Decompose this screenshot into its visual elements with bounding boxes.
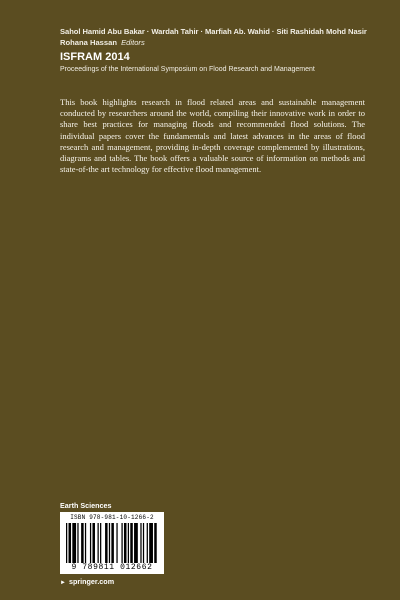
barcode-bar xyxy=(105,523,108,563)
barcode-bar xyxy=(140,523,141,563)
editors-label: Editors xyxy=(121,38,145,47)
book-subtitle: Proceedings of the International Symposium on Flood Research and Management xyxy=(60,66,315,73)
subject-label: Earth Sciences xyxy=(60,501,112,510)
last-author: Rohana Hassan xyxy=(60,38,117,47)
publisher-link[interactable] xyxy=(60,577,114,586)
arrow-icon: ► xyxy=(60,580,66,586)
barcode-bar xyxy=(149,523,153,563)
barcode-bar xyxy=(72,523,76,563)
barcode-bar xyxy=(128,523,129,563)
barcode-bar xyxy=(100,523,101,563)
barcode-bar xyxy=(77,523,78,563)
barcode-bar xyxy=(98,523,99,563)
barcode-bar xyxy=(143,523,144,563)
barcode-bar xyxy=(111,523,114,563)
authors-line: Sahol Hamid Abu Bakar · Wardah Tahir · Marfiah Ab. Wahid · Siti Rashidah Mohd Nasir xyxy=(60,27,367,36)
barcode-bar xyxy=(147,523,148,563)
barcode-bar xyxy=(154,523,157,563)
barcode-bar xyxy=(90,523,91,563)
barcode-bar xyxy=(85,523,86,563)
barcode-bars xyxy=(66,523,158,563)
barcode-bar xyxy=(134,523,138,563)
publisher-url: springer.com xyxy=(68,577,115,586)
barcode-bar xyxy=(130,523,133,563)
isbn-barcode xyxy=(60,512,164,574)
book-description: This book highlights research in flood related areas and sustainable management conducted by researchers around the world, compiling their innovative work in order to share best practices for managing floods and recommended flood solutions. The individual papers cover the fundamentals and latest advances in the areas of flood research and management, providing in-depth coverage complemented by illustrations, diagrams and tables. The book offers a valuable source of information on methods and state-of-the art technology for effective flood management. xyxy=(60,97,365,175)
barcode-bar xyxy=(124,523,127,563)
barcode-bar xyxy=(109,523,110,563)
book-title: ISFRAM 2014 xyxy=(60,51,130,63)
barcode-bar xyxy=(81,523,84,563)
barcode-bar xyxy=(121,523,122,563)
barcode-bar xyxy=(69,523,72,563)
isbn-number: ISBN 978-981-10-1266-2 xyxy=(70,514,154,521)
barcode-bar xyxy=(66,523,67,563)
barcode-digits: 9 789811 012662 xyxy=(71,563,153,572)
editors-line xyxy=(60,37,390,48)
cover-header xyxy=(60,26,390,75)
barcode-bar xyxy=(92,523,95,563)
barcode-bar xyxy=(116,523,117,563)
